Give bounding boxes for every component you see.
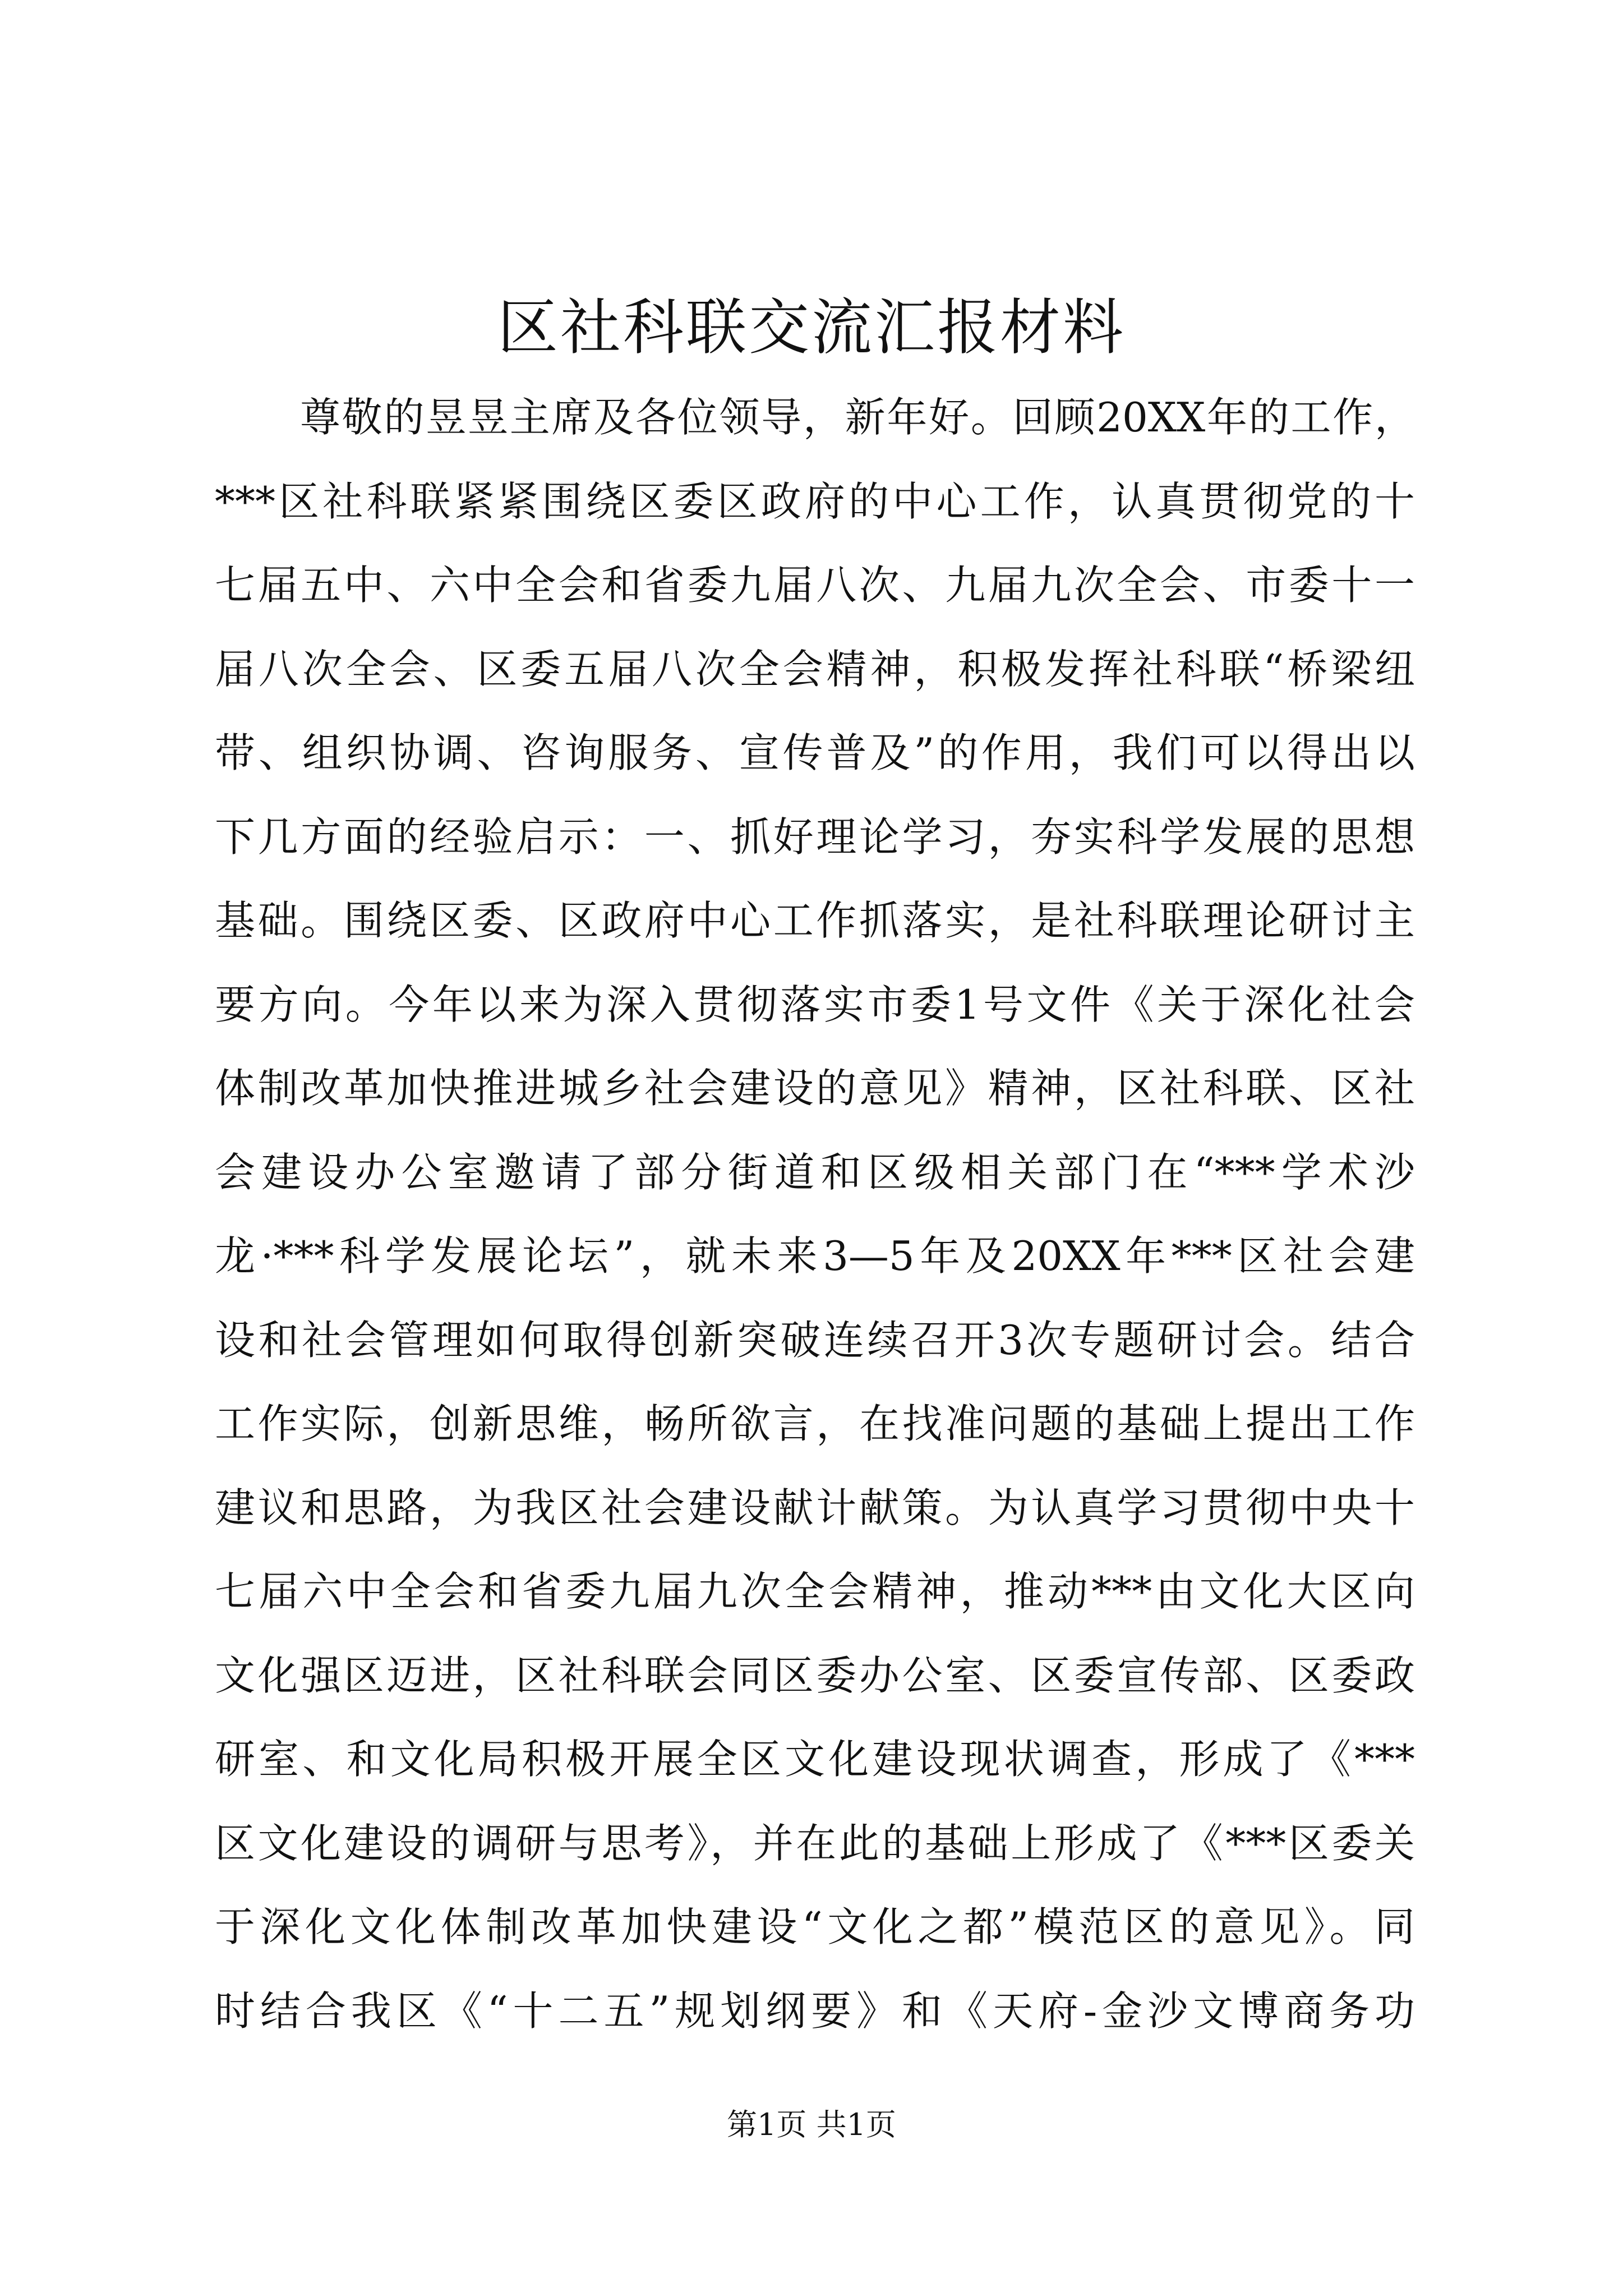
text-line: ***区社科联紧紧围绕区委区政府的中心工作，认真贯彻党的十 <box>215 477 1415 525</box>
text-line: 七届五中、六中全会和省委九届八次、九届九次全会、市委十一 <box>215 562 1415 609</box>
text-line: 文化强区迈进，区社科联会同区委办公室、区委宣传部、区委政 <box>215 1651 1415 1699</box>
text-line: 建议和思路，为我区社会建设献计献策。为认真学习贯彻中央十 <box>215 1484 1415 1531</box>
document-title: 区社科联交流汇报材料 <box>497 293 1126 363</box>
text-line: 七届六中全会和省委九届九次全会精神，推动***由文化大区向 <box>215 1568 1415 1615</box>
text-line: 设和社会管理如何取得创新突破连续召开3次专题研讨会。结合 <box>215 1316 1415 1364</box>
text-line: 工作实际，创新思维，畅所欲言，在找准问题的基础上提出工作 <box>215 1400 1415 1447</box>
text-line: 基础。围绕区委、区政府中心工作抓落实，是社科联理论研讨主 <box>215 897 1415 944</box>
body-paragraph <box>215 376 1415 2053</box>
text-line: 尊敬的昱昱主席及各位领导，新年好。回顾20XX年的工作， <box>300 394 1415 441</box>
page-number-footer: 第1页 共1页 <box>727 2107 896 2142</box>
text-line: 体制改革加快推进城乡社会建设的意见》精神，区社科联、区社 <box>215 1065 1415 1112</box>
text-line: 下几方面的经验启示：一、抓好理论学习，夯实科学发展的思想 <box>215 813 1415 861</box>
text-line: 要方向。今年以来为深入贯彻落实市委1号文件《关于深化社会 <box>215 981 1415 1028</box>
text-line: 于深化文化体制改革加快建设“文化之都”模范区的意见》。同 <box>215 1903 1415 1950</box>
text-line: 龙·***科学发展论坛”，就未来3—5年及20XX年***区社会建 <box>215 1232 1415 1280</box>
text-line: 带、组织协调、咨询服务、宣传普及”的作用，我们可以得出以 <box>215 729 1415 776</box>
text-line: 研室、和文化局积极开展全区文化建设现状调查，形成了《*** <box>215 1736 1415 1783</box>
text-line: 届八次全会、区委五届八次全会精神，积极发挥社科联“桥梁纽 <box>215 645 1415 693</box>
text-line: 会建设办公室邀请了部分街道和区级相关部门在“***学术沙 <box>215 1148 1415 1196</box>
text-line: 时结合我区《“十二五”规划纲要》和《天府-金沙文博商务功 <box>215 1987 1415 2035</box>
text-line: 区文化建设的调研与思考》，并在此的基础上形成了《***区委关 <box>215 1819 1415 1867</box>
